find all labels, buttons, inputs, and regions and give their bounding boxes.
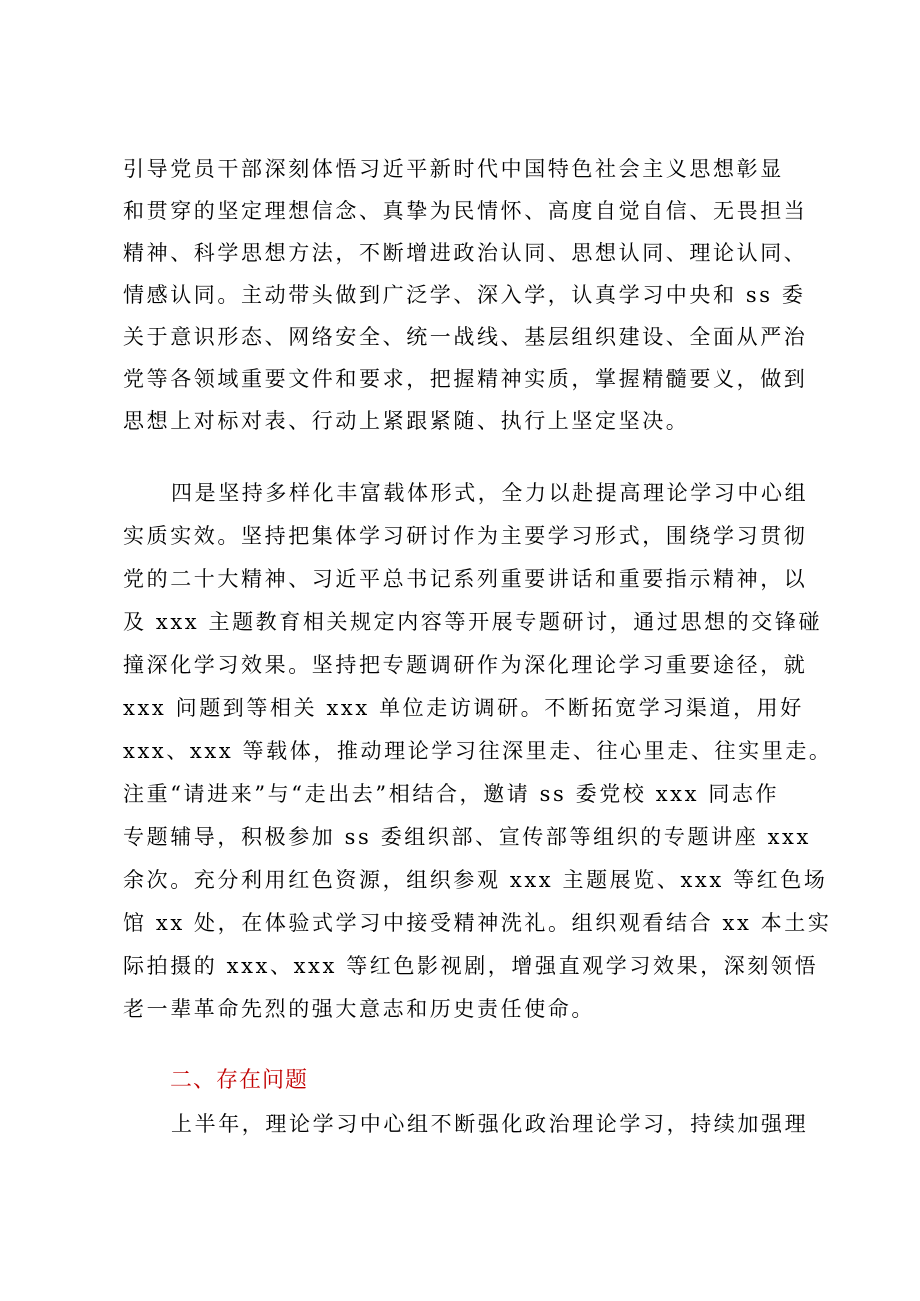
text-line: 馆 xx 处，在体验式学习中接受精神洗礼。组织观看结合 xx 本土实: [123, 911, 832, 935]
text-line: 引导党员干部深刻体悟习近平新时代中国特色社会主义思想彰显: [123, 157, 784, 181]
text-line: 情感认同。主动带头做到广泛学、深入学，认真学习中央和 ss 委: [123, 283, 806, 307]
text-line: 余次。充分利用红色资源，组织参观 xxx 主题展览、xxx 等红色场: [123, 868, 828, 892]
text-line: 关于意识形态、网络安全、统一战线、基层组织建设、全面从严治: [123, 325, 808, 349]
text-line: 思想上对标对表、行动上紧跟紧随、执行上坚定坚决。: [123, 409, 690, 433]
text-line: 和贯穿的坚定理想信念、真挚为民情怀、高度自觉自信、无畏担当: [123, 199, 808, 223]
text-line: xxx、xxx 等载体，推动理论学习往深里走、往心里走、往实里走。: [123, 739, 833, 763]
text-line: 上半年，理论学习中心组不断强化政治理论学习，持续加强理: [171, 1112, 809, 1136]
text-line: 及 xxx 主题教育相关规定内容等开展专题研讨，通过思想的交锋碰: [123, 610, 823, 634]
text-line: 际拍摄的 xxx、xxx 等红色影视剧，增强直观学习效果，深刻领悟: [123, 954, 819, 978]
text-line: 老一辈革命先烈的强大意志和历史责任使命。: [123, 997, 595, 1021]
text-line: 精神、科学思想方法，不断增进政治认同、思想认同、理论认同、: [123, 241, 808, 265]
text-line: 专题辅导，积极参加 ss 委组织部、宣传部等组织的专题讲座 xxx: [123, 825, 811, 849]
text-line: 实质实效。坚持把集体学习研讨作为主要学习形式，围绕学习贯彻: [123, 524, 808, 548]
text-line: 党等各领域重要文件和要求，把握精神实质，掌握精髓要义，做到: [123, 367, 808, 391]
text-line: 撞深化学习效果。坚持把专题调研作为深化理论学习重要途径，就: [123, 653, 808, 677]
section-heading: 二、存在问题: [170, 1068, 309, 1093]
text-line: xxx 问题到等相关 xxx 单位走访调研。不断拓宽学习渠道，用好: [123, 696, 804, 720]
text-line: 注重“请进来”与“走出去”相结合，邀请 ss 委党校 xxx 同志作: [123, 782, 780, 806]
text-line: 四是坚持多样化丰富载体形式，全力以赴提高理论学习中心组: [171, 481, 809, 505]
text-line: 党的二十大精神、习近平总书记系列重要讲话和重要指示精神，以: [123, 567, 808, 591]
